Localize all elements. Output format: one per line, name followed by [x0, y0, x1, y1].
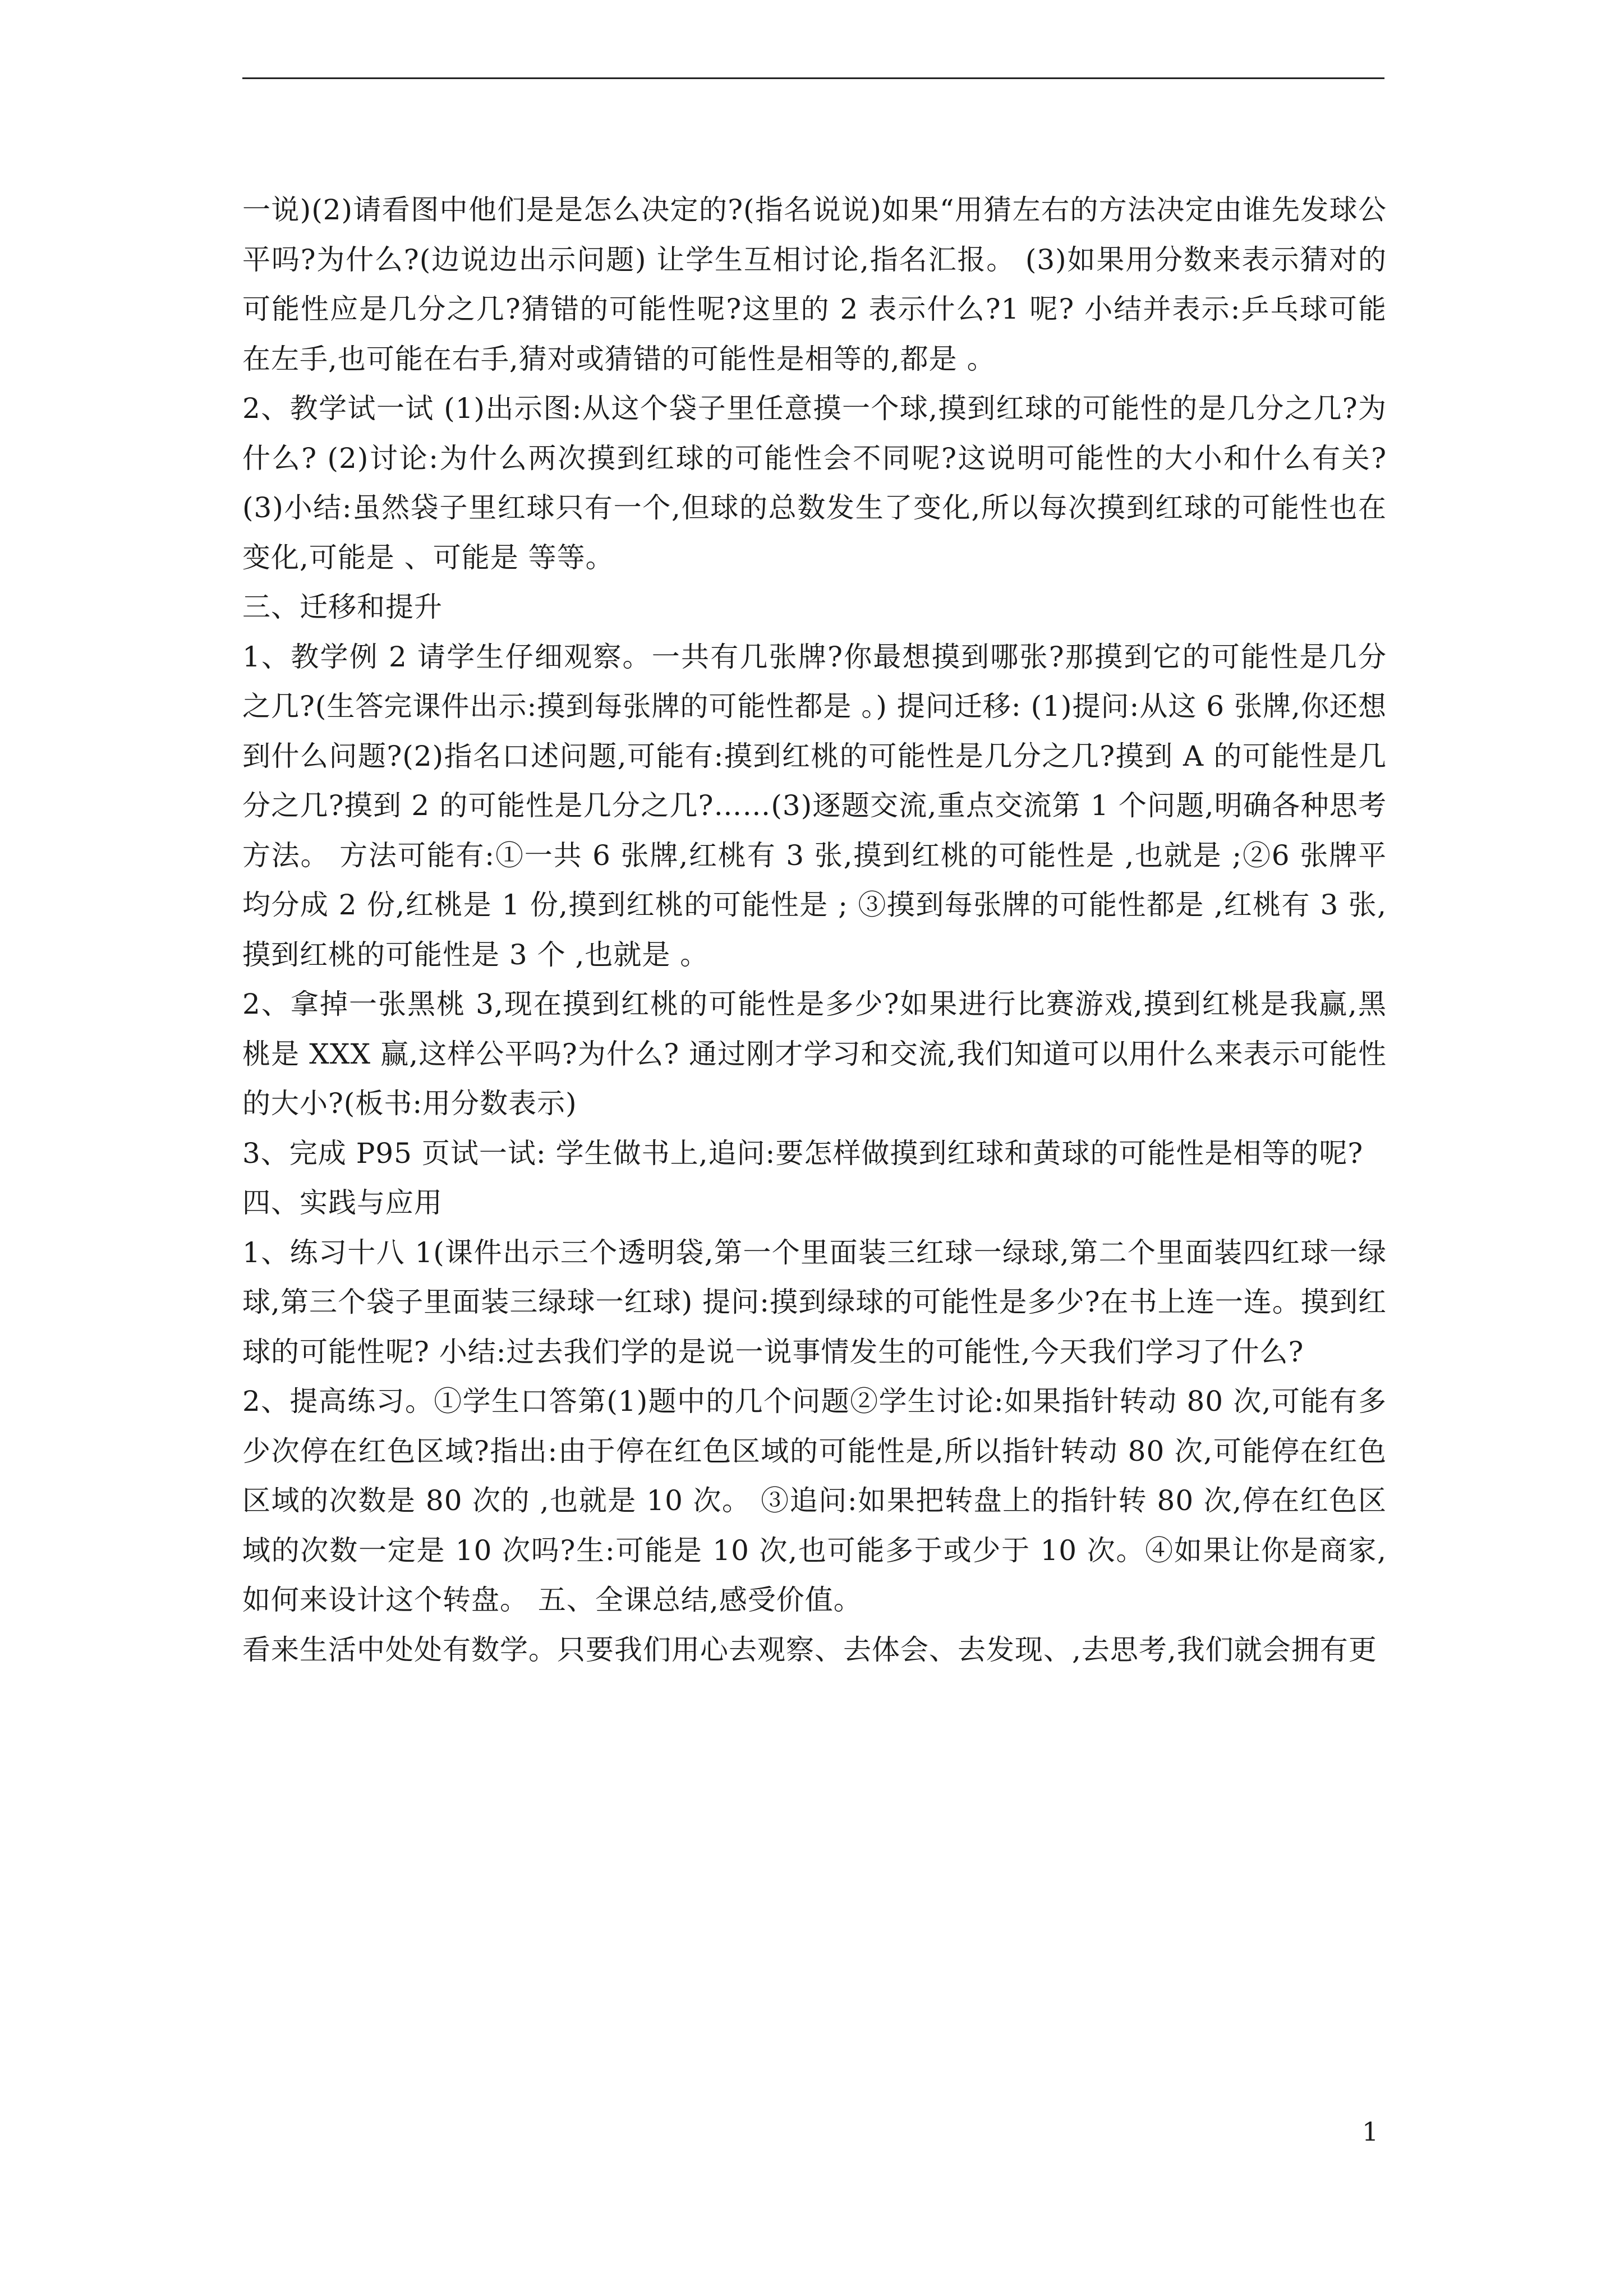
paragraph-advanced-practice: 2、提高练习。①学生口答第(1)题中的几个问题②学生讨论:如果指针转动 80 次,可能有多少次停在红色区域?指出:由于停在红色区域的可能性是,所以指针转动 80 次,可能停在红色区域的次数是 80 次的 ,也就是 10 次。 ③追问:如果把转盘上的指针转 80 次,停在红色区域的次数一定是 10 次吗?生:可能是 10 次,也可能多于或少于 10 次。④如果让你是商家,如何来设计这个转盘。 五、全课总结,感受价值。 [242, 1385, 1387, 1616]
section-heading-3: 三、迁移和提升 [242, 591, 443, 623]
paragraph-try-it: 2、教学试一试 (1)出示图:从这个袋子里任意摸一个球,摸到红球的可能性的是几分之几?为什么? (2)讨论:为什么两次摸到红球的可能性会不同呢?这说明可能性的大小和什么有关? (3)小结:虽然袋子里红球只有一个,但球的总数发生了变化,所以每次摸到红球的可能性也在变化,可能是 、可能是 等等。 [242, 392, 1387, 574]
document-body [242, 185, 1387, 1674]
paragraph-example-2: 1、教学例 2 请学生仔细观察。一共有几张牌?你最想摸到哪张?那摸到它的可能性是几分之几?(生答完课件出示:摸到每张牌的可能性都是 。) 提问迁移: (1)提问:从这 6 张牌,你还想到什么问题?(2)指名口述问题,可能有:摸到红桃的可能性是几分之几?摸到 A 的可能性是几分之几?摸到 2 的可能性是几分之几?……(3)逐题交流,重点交流第 1 个问题,明确各种思考方法。 方法可能有:①一共 6 张牌,红桃有 3 张,摸到红桃的可能性是 ,也就是 ;②6 张牌平均分成 2 份,红桃是 1 份,摸到红桃的可能性是 ; ③摸到每张牌的可能性都是 ,红桃有 3 张,摸到红桃的可能性是 3 个 ,也就是 。 [242, 640, 1387, 971]
section-heading-4: 四、实践与应用 [242, 1186, 443, 1219]
paragraph-continuation: 一说)(2)请看图中他们是是怎么决定的?(指名说说)如果“用猜左右的方法决定由谁先发球公平吗?为什么?(边说边出示问题) 让学生互相讨论,指名汇报。 (3)如果用分数来表示猜对的可能性应是几分之几?猜错的可能性呢?这里的 2 表示什么?1 呢? 小结并表示:乒乓球可能在左手,也可能在右手,猜对或猜错的可能性是相等的,都是 。 [242, 194, 1387, 375]
header-rule [242, 77, 1384, 79]
paragraph-remove-card: 2、拿掉一张黑桃 3,现在摸到红桃的可能性是多少?如果进行比赛游戏,摸到红桃是我赢,黑桃是 XXX 赢,这样公平吗?为什么? 通过刚才学习和交流,我们知道可以用什么来表示可能性的大小?(板书:用分数表示) [242, 988, 1387, 1120]
paragraph-conclusion: 看来生活中处处有数学。只要我们用心去观察、去体会、去发现、,去思考,我们就会拥有更 [242, 1633, 1377, 1666]
paragraph-exercise-18: 1、练习十八 1(课件出示三个透明袋,第一个里面装三红球一绿球,第二个里面装四红球一绿球,第三个袋子里面装三绿球一红球) 提问:摸到绿球的可能性是多少?在书上连一连。摸到红球的可能性呢? 小结:过去我们学的是说一说事情发生的可能性,今天我们学习了什么? [242, 1236, 1387, 1368]
page-number: 1 [1362, 2116, 1379, 2147]
paragraph-p95: 3、完成 P95 页试一试: 学生做书上,追问:要怎样做摸到红球和黄球的可能性是相等的呢? [242, 1137, 1364, 1170]
